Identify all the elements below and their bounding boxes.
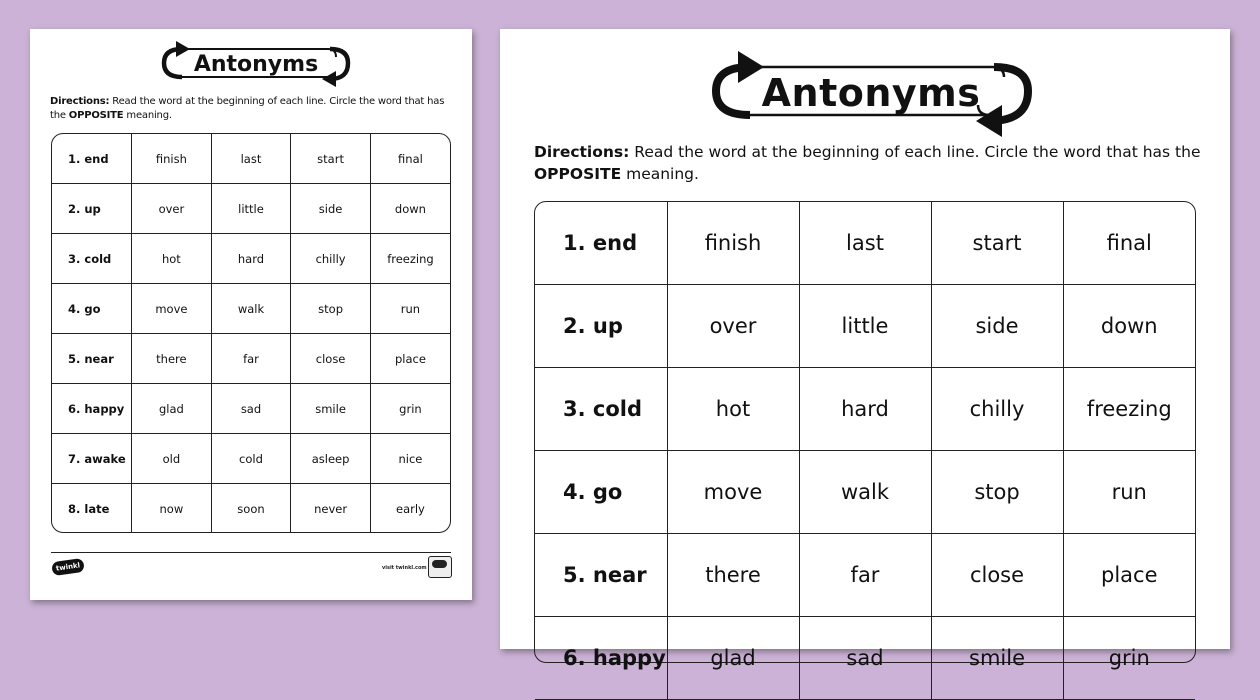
answer-choice[interactable]: sad xyxy=(211,384,291,434)
table-row xyxy=(52,234,450,284)
table-row xyxy=(535,617,1195,700)
antonym-table xyxy=(534,201,1196,670)
answer-choice[interactable]: finish xyxy=(132,134,212,184)
table-row xyxy=(52,334,450,384)
prompt-word: 8. late xyxy=(52,484,132,534)
directions-text: Read the word at the beginning of each line. Circle the word that has the xyxy=(629,143,1201,161)
answer-choice[interactable]: place xyxy=(1063,534,1195,617)
answer-choice[interactable]: hard xyxy=(211,234,291,284)
directions-label: Directions: xyxy=(50,96,110,107)
answer-choice[interactable]: grin xyxy=(1063,617,1195,700)
directions xyxy=(534,141,1204,185)
answer-choice[interactable]: close xyxy=(291,334,371,384)
answer-choice[interactable]: move xyxy=(667,451,799,534)
table-row xyxy=(52,384,450,434)
table-row xyxy=(52,184,450,234)
answer-choice[interactable]: smile xyxy=(931,617,1063,700)
answer-choice[interactable]: freezing xyxy=(1063,368,1195,451)
prompt-word: 5. near xyxy=(535,534,667,617)
twinkl-logo: twinkl xyxy=(51,558,85,576)
answer-choice[interactable]: there xyxy=(667,534,799,617)
stamp-icon xyxy=(428,556,452,578)
answer-choice[interactable]: never xyxy=(291,484,371,534)
answer-choice[interactable]: run xyxy=(1063,451,1195,534)
table-row xyxy=(535,368,1195,451)
table-row xyxy=(52,434,450,484)
answer-choice[interactable]: chilly xyxy=(931,368,1063,451)
answer-choice[interactable]: down xyxy=(370,184,450,234)
answer-choice[interactable]: now xyxy=(132,484,212,534)
answer-choice[interactable]: early xyxy=(370,484,450,534)
table-row xyxy=(535,285,1195,368)
prompt-word: 4. go xyxy=(535,451,667,534)
directions xyxy=(50,95,455,123)
worksheet-title: Antonyms xyxy=(761,71,981,115)
answer-choice[interactable]: stop xyxy=(291,284,371,334)
prompt-word: 6. happy xyxy=(52,384,132,434)
answer-choice[interactable]: cold xyxy=(211,434,291,484)
answer-choice[interactable]: place xyxy=(370,334,450,384)
answer-choice[interactable]: start xyxy=(931,202,1063,285)
answer-choice[interactable]: asleep xyxy=(291,434,371,484)
table-row xyxy=(52,484,450,534)
prompt-word: 7. awake xyxy=(52,434,132,484)
answer-choice[interactable]: hard xyxy=(799,368,931,451)
answer-choice[interactable]: glad xyxy=(132,384,212,434)
answer-choice[interactable]: stop xyxy=(931,451,1063,534)
answer-choice[interactable]: walk xyxy=(211,284,291,334)
answer-choice[interactable]: there xyxy=(132,334,212,384)
footer-divider xyxy=(51,552,451,553)
answer-choice[interactable]: hot xyxy=(667,368,799,451)
answer-choice[interactable]: far xyxy=(211,334,291,384)
prompt-word: 5. near xyxy=(52,334,132,384)
answer-choice[interactable]: nice xyxy=(370,434,450,484)
answer-choice[interactable]: down xyxy=(1063,285,1195,368)
prompt-word: 3. cold xyxy=(52,234,132,284)
antonym-table xyxy=(51,133,451,533)
directions-emphasis: OPPOSITE xyxy=(68,110,124,121)
answer-choice[interactable]: side xyxy=(931,285,1063,368)
prompt-word: 4. go xyxy=(52,284,132,334)
answer-choice[interactable]: hot xyxy=(132,234,212,284)
worksheet-title: Antonyms xyxy=(193,52,319,77)
table-row xyxy=(535,451,1195,534)
answer-choice[interactable]: sad xyxy=(799,617,931,700)
answer-choice[interactable]: little xyxy=(799,285,931,368)
answer-choice[interactable]: old xyxy=(132,434,212,484)
answer-choice[interactable]: glad xyxy=(667,617,799,700)
answer-choice[interactable]: last xyxy=(799,202,931,285)
table-row xyxy=(535,534,1195,617)
answer-choice[interactable]: soon xyxy=(211,484,291,534)
directions-end: meaning. xyxy=(621,165,699,183)
answer-choice[interactable]: grin xyxy=(370,384,450,434)
answer-choice[interactable]: little xyxy=(211,184,291,234)
worksheet-preview-large xyxy=(500,29,1230,670)
answer-choice[interactable]: run xyxy=(370,284,450,334)
worksheet-preview-small xyxy=(30,29,472,600)
table-row xyxy=(52,134,450,184)
table-row xyxy=(535,202,1195,285)
directions-end: meaning. xyxy=(123,110,172,121)
answer-choice[interactable]: move xyxy=(132,284,212,334)
answer-choice[interactable]: over xyxy=(132,184,212,234)
answer-choice[interactable]: over xyxy=(667,285,799,368)
answer-choice[interactable]: final xyxy=(1063,202,1195,285)
answer-choice[interactable]: smile xyxy=(291,384,371,434)
answer-choice[interactable]: start xyxy=(291,134,371,184)
title-banner xyxy=(706,41,1036,137)
footer-url: visit twinkl.com xyxy=(382,565,427,571)
directions-emphasis: OPPOSITE xyxy=(534,165,622,183)
prompt-word: 2. up xyxy=(52,184,132,234)
title-banner xyxy=(156,37,356,89)
prompt-word: 3. cold xyxy=(535,368,667,451)
prompt-word: 1. end xyxy=(52,134,132,184)
answer-choice[interactable]: chilly xyxy=(291,234,371,284)
directions-text: Read the word at the beginning of each line. Circle the word that has the xyxy=(50,96,445,121)
answer-choice[interactable]: side xyxy=(291,184,371,234)
answer-choice[interactable]: final xyxy=(370,134,450,184)
prompt-word: 1. end xyxy=(535,202,667,285)
prompt-word: 6. happy xyxy=(535,617,667,700)
answer-choice[interactable]: close xyxy=(931,534,1063,617)
answer-choice[interactable]: finish xyxy=(667,202,799,285)
directions-label: Directions: xyxy=(534,143,630,161)
table-row xyxy=(52,284,450,334)
answer-choice[interactable]: walk xyxy=(799,451,931,534)
answer-choice[interactable]: freezing xyxy=(370,234,450,284)
prompt-word: 2. up xyxy=(535,285,667,368)
answer-choice[interactable]: last xyxy=(211,134,291,184)
answer-choice[interactable]: far xyxy=(799,534,931,617)
